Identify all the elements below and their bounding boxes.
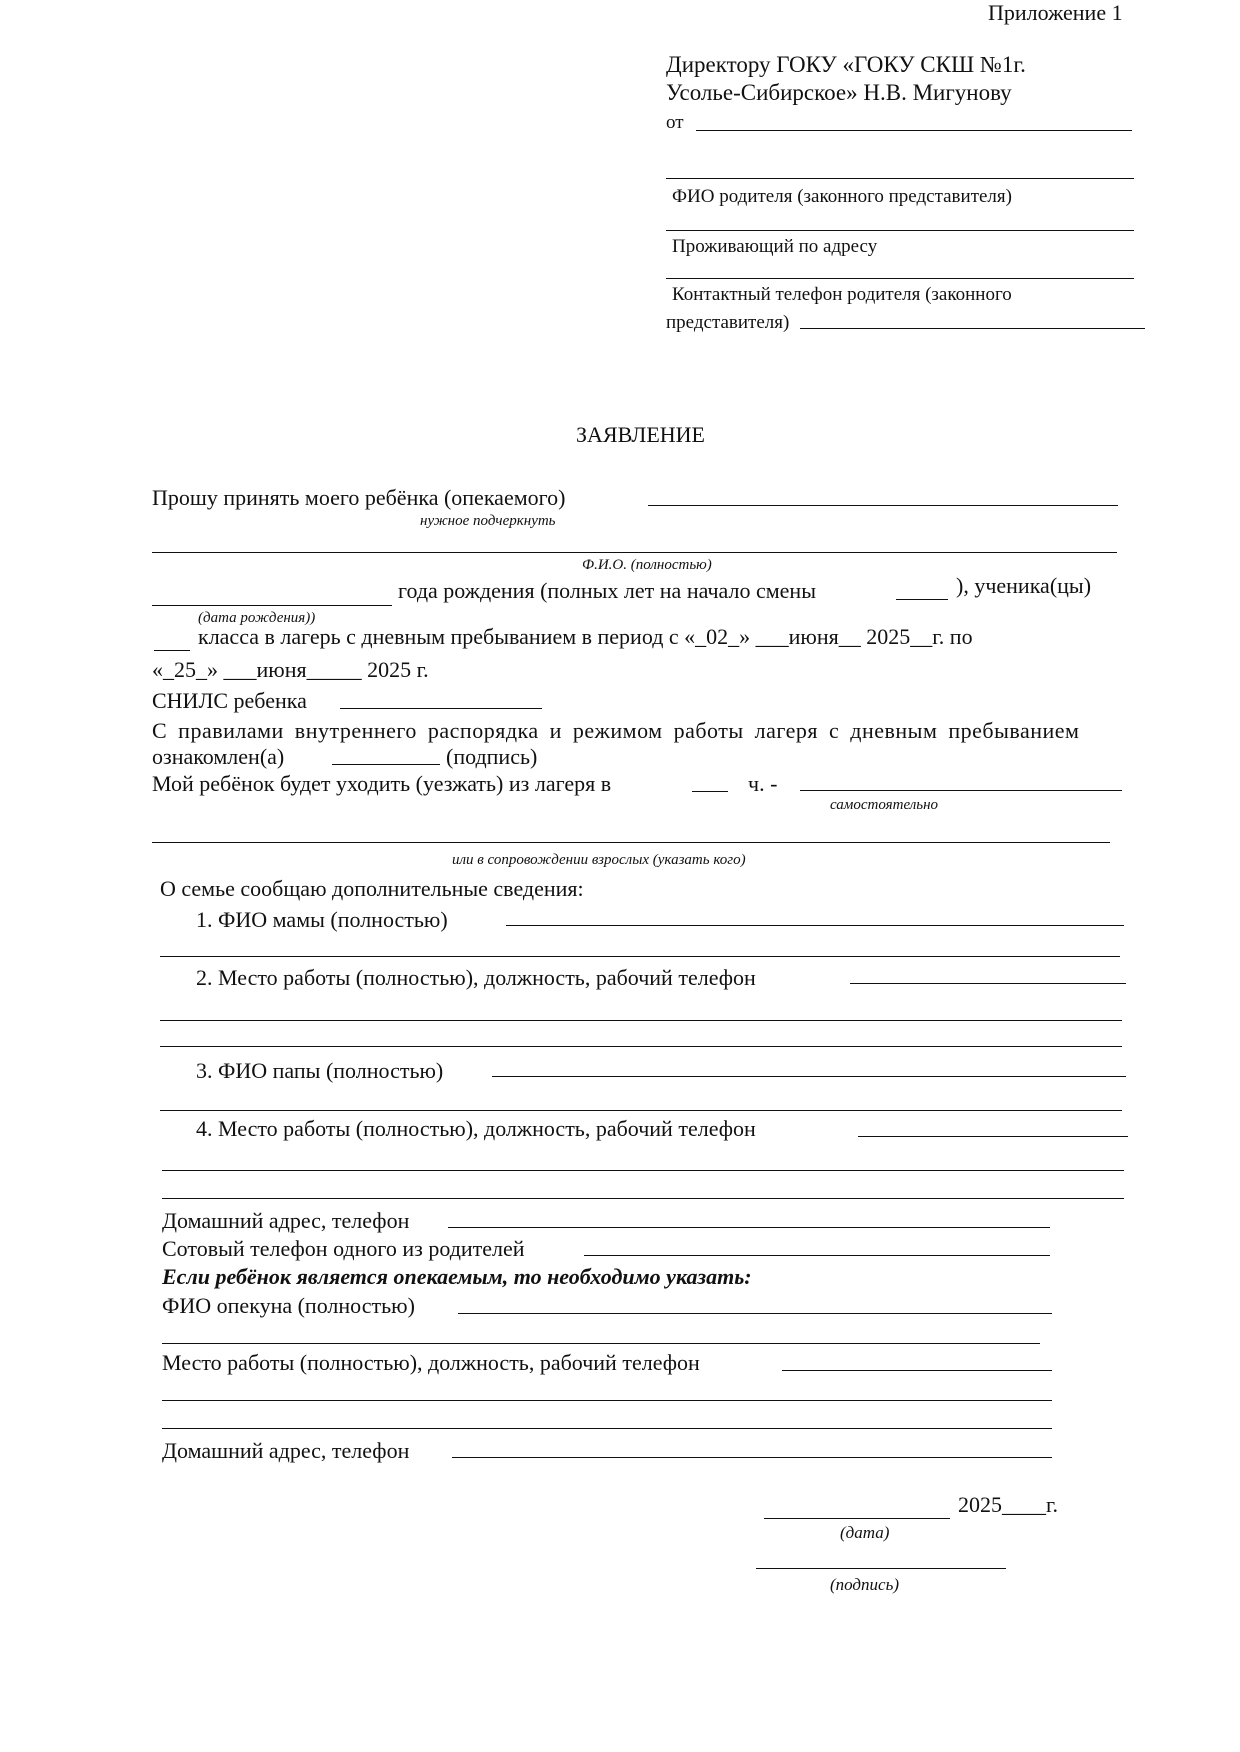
phone-caption-1: Контактный телефон родителя (законного (672, 284, 1012, 305)
birth-year-text: года рождения (полных лет на начало смены (398, 578, 816, 603)
mother-work-label: 2. Место работы (полностью), должность, рабочий телефон (196, 965, 756, 990)
father-name-field-2[interactable] (160, 1110, 1122, 1111)
home-address-field[interactable] (448, 1227, 1050, 1228)
addressee-line-1: Директору ГОКУ «ГОКУ СКШ №1г. (666, 52, 1026, 77)
father-name-field[interactable] (492, 1076, 1126, 1077)
rules-text-2a: ознакомлен(а) (152, 744, 285, 769)
phone-caption-2: представителя) (666, 312, 790, 333)
home-address-label: Домашний адрес, телефон (162, 1208, 410, 1233)
phone-value-field[interactable] (800, 328, 1145, 329)
date-field[interactable] (764, 1518, 950, 1519)
child-name-field-2[interactable] (152, 552, 1117, 553)
age-field[interactable] (896, 599, 948, 600)
father-work-field[interactable] (858, 1136, 1128, 1137)
signature-field[interactable] (756, 1568, 1006, 1569)
alone-hint: самостоятельно (830, 797, 939, 813)
guardian-name-field-2[interactable] (162, 1343, 1040, 1344)
guardian-work-field[interactable] (782, 1370, 1052, 1371)
from-field[interactable] (696, 130, 1132, 131)
rules-text-1: С правилами внутреннего распорядка и режимом работы лагеря с дневным пребыванием (152, 718, 1080, 743)
child-name-field[interactable] (648, 505, 1118, 506)
guardian-name-label: ФИО опекуна (полностью) (162, 1293, 415, 1318)
underline-hint: нужное подчеркнуть (420, 513, 556, 529)
grade-field[interactable] (154, 650, 190, 651)
mother-work-field-3[interactable] (160, 1046, 1122, 1047)
guardian-work-label: Место работы (полностью), должность, рабочий телефон (162, 1350, 700, 1375)
mobile-field[interactable] (584, 1255, 1050, 1256)
from-label: от (666, 112, 684, 133)
parent-name-field[interactable] (666, 178, 1134, 179)
address-caption: Проживающий по адресу (672, 236, 878, 257)
fio-hint: Ф.И.О. (полностью) (582, 557, 712, 573)
escort-field[interactable] (152, 842, 1110, 843)
leave-hours-text: ч. - (748, 771, 778, 796)
appendix-label: Приложение 1 (988, 0, 1123, 25)
mother-name-field-2[interactable] (160, 956, 1120, 957)
father-name-label: 3. ФИО папы (полностью) (196, 1058, 444, 1083)
mother-name-label: 1. ФИО мамы (полностью) (196, 907, 448, 932)
mother-work-field-2[interactable] (160, 1020, 1122, 1021)
guardian-work-field-3[interactable] (162, 1428, 1052, 1429)
guardian-note: Если ребёнок является опекаемым, то необходимо указать: (162, 1264, 752, 1289)
mobile-label: Сотовый телефон одного из родителей (162, 1236, 525, 1261)
document-title: ЗАЯВЛЕНИЕ (576, 422, 705, 447)
signature-hint: (подпись) (830, 1575, 899, 1594)
year-text: 2025____г. (958, 1492, 1059, 1517)
rules-text-2b: (подпись) (446, 744, 538, 769)
address-field[interactable] (666, 230, 1134, 231)
pupil-text: ), ученика(цы) (956, 573, 1092, 598)
guardian-work-field-2[interactable] (162, 1400, 1052, 1401)
parent-name-caption: ФИО родителя (законного представителя) (672, 186, 1012, 207)
class-text: класса в лагерь с дневным пребыванием в период с «_02_» ___июня__ 2025__г. по (198, 624, 973, 649)
guardian-name-field[interactable] (458, 1313, 1052, 1314)
period-end-text: «_25_» ___июня_____ 2025 г. (152, 657, 429, 682)
birth-date-hint: (дата рождения)) (198, 610, 316, 626)
leave-text: Мой ребёнок будет уходить (уезжать) из лагеря в (152, 771, 612, 796)
guardian-home-label: Домашний адрес, телефон (162, 1438, 410, 1463)
rules-signature-field[interactable] (332, 764, 440, 765)
addressee-line-2: Усолье-Сибирское» Н.В. Мигунову (666, 80, 1012, 105)
snils-label: СНИЛС ребенка (152, 688, 307, 713)
family-heading: О семье сообщаю дополнительные сведения: (160, 876, 584, 901)
father-work-field-2[interactable] (162, 1170, 1124, 1171)
leave-time-field[interactable] (692, 791, 728, 792)
phone-field[interactable] (666, 278, 1134, 279)
leave-mode-field[interactable] (800, 790, 1122, 791)
request-text: Прошу принять моего ребёнка (опекаемого) (152, 485, 566, 510)
date-hint: (дата) (840, 1523, 890, 1542)
guardian-home-field[interactable] (452, 1457, 1052, 1458)
mother-name-field[interactable] (506, 925, 1124, 926)
father-work-field-3[interactable] (162, 1198, 1124, 1199)
escort-hint: или в сопровождении взрослых (указать кого) (452, 852, 746, 868)
mother-work-field[interactable] (850, 983, 1126, 984)
father-work-label: 4. Место работы (полностью), должность, рабочий телефон (196, 1116, 756, 1141)
birth-date-field[interactable] (152, 605, 392, 606)
snils-field[interactable] (340, 708, 542, 709)
